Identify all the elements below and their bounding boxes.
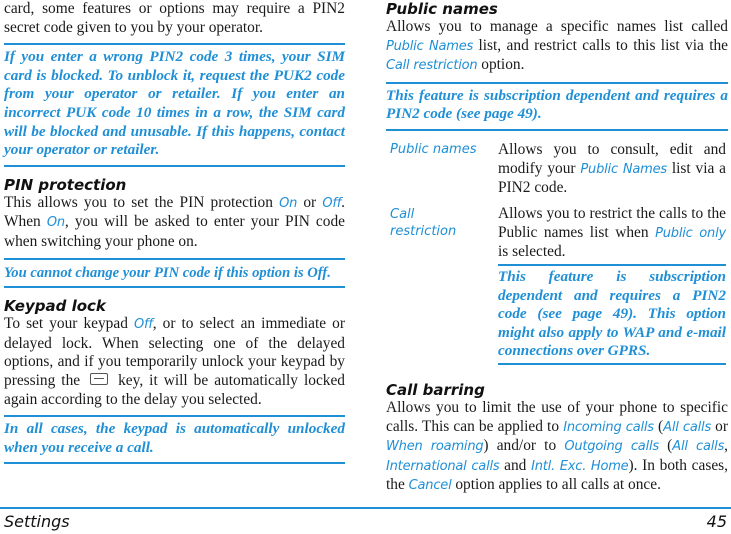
menu-key-icon <box>90 373 108 385</box>
call-restriction-note: This feature is subscription dependent and requires a PIN2 code (see page 49). This option might also apply to WAP and e-mail connections over GPRS. <box>498 267 726 360</box>
pin-protection-heading: PIN protection <box>4 175 127 194</box>
divider <box>4 415 345 417</box>
pin-protection-paragraph: This allows you to set the PIN protection On or Off. When On, you will be asked to enter your PIN code when switching your phone on. <box>4 193 345 250</box>
definition-term-call-restriction: Call restriction <box>390 206 457 240</box>
public-names-paragraph: Allows you to manage a specific names list called Public Names list, and restrict calls to this list via the Call restriction option. <box>386 18 728 74</box>
divider <box>4 258 345 260</box>
call-barring-paragraph: Allows you to limit the use of your phone to specific calls. This can be applied to Incoming calls (All calls or When roaming) and/or to Outgoing calls (All calls, International calls and Intl. Exc. Home). In both cases, the Cancel option applies to all calls at once. <box>386 398 728 494</box>
definition-term-public-names: Public names <box>390 141 477 157</box>
keypad-lock-paragraph: To set your keypad Off, or to select an immediate or delayed lock. When selecting one of the delayed options, and if you temporarily unlock your keypad by pressing the key, it will be automatically locked again according to the delay you selected. <box>4 315 345 408</box>
option-off: Off <box>133 317 153 333</box>
definition-text-public-names: Allows you to consult, edit and modify your Public Names list via a PIN2 code. <box>498 140 726 197</box>
divider <box>498 264 726 266</box>
public-names-heading: Public names <box>386 0 498 18</box>
divider <box>386 82 728 84</box>
footer-rule <box>0 507 731 509</box>
divider <box>4 43 345 45</box>
intro-paragraph: card, some features or options may require a PIN2 secret code given to you by your operator. <box>4 0 345 36</box>
divider <box>4 165 345 167</box>
public-names-note: This feature is subscription dependent and requires a PIN2 code (see page 49). <box>386 86 728 123</box>
divider <box>498 363 726 365</box>
right-column <box>386 0 728 496</box>
footer-section-title: Settings <box>4 512 70 531</box>
option-off: Off <box>322 195 342 211</box>
call-restriction-term: Call restriction <box>386 58 478 74</box>
page-number: 45 <box>706 512 727 531</box>
pin2-warning-note: If you enter a wrong PIN2 code 3 times, your SIM card is blocked. To unblock it, request the PUK2 code from your operator or retailer. If you enter an incorrect PUK code 10 times in a row, the SIM card will be blocked and unusable. If this happens, contact your operator or retailer. <box>4 48 345 159</box>
definition-list <box>386 131 728 374</box>
call-barring-heading: Call barring <box>386 380 485 399</box>
pin-protection-note: You cannot change your PIN code if this option is Off. <box>4 264 331 281</box>
keypad-lock-note: In all cases, the keypad is automatically unlocked when you receive a call. <box>4 420 345 456</box>
keypad-lock-heading: Keypad lock <box>4 297 106 316</box>
public-names-term: Public Names <box>386 38 474 54</box>
option-on: On <box>279 195 298 211</box>
divider <box>4 462 345 464</box>
option-on: On <box>46 215 65 231</box>
divider <box>4 286 345 288</box>
left-column <box>4 0 345 464</box>
definition-text-call-restriction: Allows you to restrict the calls to the Public names list when Public only is selected. <box>498 204 726 261</box>
